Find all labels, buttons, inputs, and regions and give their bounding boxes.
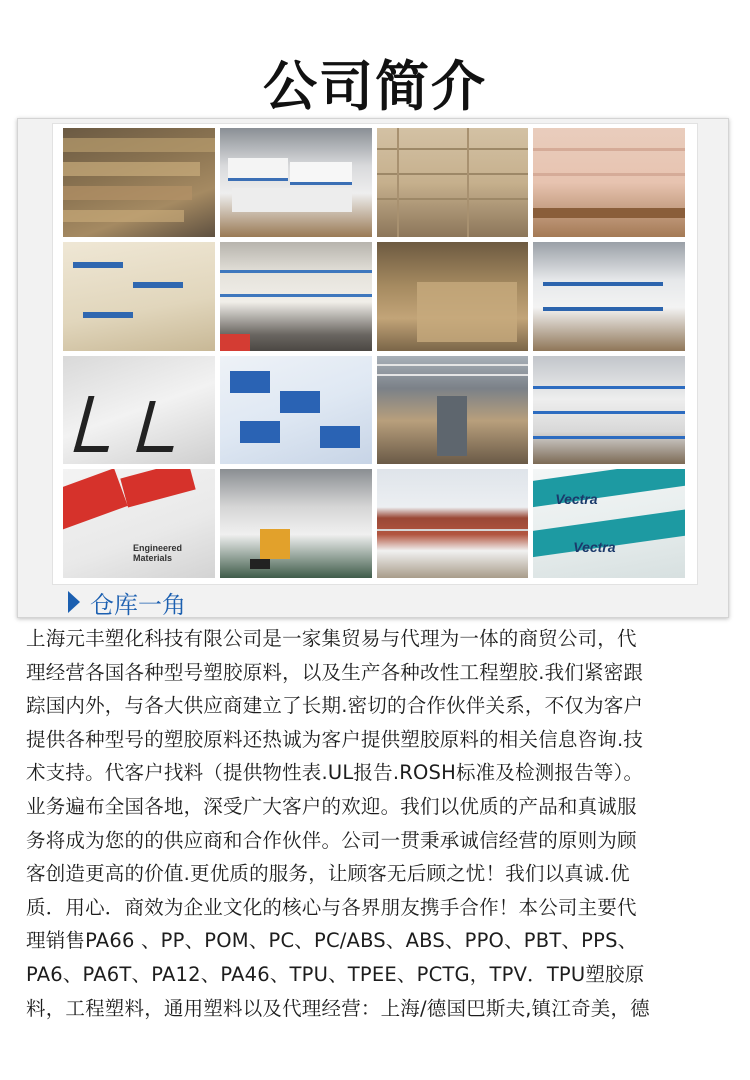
intro-line: 术支持。代客户找料（提供物性表.UL报告.ROSH标准及检测报告等）。 [26,761,644,785]
warehouse-photo[interactable] [533,469,685,578]
warehouse-photo[interactable] [63,469,215,578]
gallery-caption [68,587,186,617]
gallery-frame [52,123,698,585]
intro-line: 料，工程塑料，通用塑料以及代理经营：上海/德国巴斯夫,镇江奇美，德 [26,996,650,1020]
caption-text: 仓库一角 [90,590,186,619]
warehouse-photo[interactable] [63,128,215,237]
page-title: 公司简介 [263,55,487,118]
caption-arrow-icon [68,591,80,613]
intro-line: 踪国内外，与各大供应商建立了长期.密切的合作伙伴关系，不仅为客户 [26,694,644,718]
warehouse-photo[interactable] [220,242,372,351]
warehouse-photo[interactable] [533,128,685,237]
warehouse-photo[interactable] [220,128,372,237]
intro-line: 理销售PA66 、PP、POM、PC、PC/ABS、ABS、PPO、PBT、PPS、 [26,929,638,953]
company-intro [26,622,726,1025]
warehouse-photo[interactable] [377,356,529,465]
intro-line: 质．用心．商效为企业文化的核心与各界朋友携手合作！本公司主要代 [26,895,637,919]
warehouse-photo[interactable] [377,128,529,237]
intro-line: 务将成为您的的供应商和合作伙伴。公司一贯秉承诚信经营的原则为顾 [26,828,637,852]
bag-text: Vectra [555,491,598,508]
bag-text: Vectra [573,539,616,556]
warehouse-photo[interactable] [533,356,685,465]
intro-line: 提供各种型号的塑胶原料还热诚为客户提供塑胶原料的相关信息咨询.技 [26,727,644,751]
warehouse-photo[interactable] [533,242,685,351]
warehouse-photo[interactable] [377,242,529,351]
intro-line: 业务遍布全国各地，深受广大客户的欢迎。我们以优质的产品和真诚服 [26,794,637,818]
warehouse-gallery-panel [17,118,729,618]
intro-line: 客创造更高的价值.更优质的服务，让顾客无后顾之忧！我们以真诚.优 [26,862,630,886]
intro-line: 理经营各国各种型号塑胶原料，以及生产各种改性工程塑胶.我们紧密跟 [26,660,644,684]
photo-grid [63,128,685,578]
intro-line: 上海元丰塑化科技有限公司是一家集贸易与代理为一体的商贸公司，代 [26,627,637,650]
warehouse-photo[interactable] [220,356,372,465]
warehouse-photo[interactable] [220,469,372,578]
intro-line: PA6、PA6T、PA12、PA46、TPU、TPEE、PCTG，TPV．TPU塑胶原 [26,962,645,986]
bag-text: Engineered Materials [133,543,183,564]
warehouse-photo[interactable] [377,469,529,578]
warehouse-photo[interactable] [63,356,215,465]
warehouse-photo[interactable] [63,242,215,351]
